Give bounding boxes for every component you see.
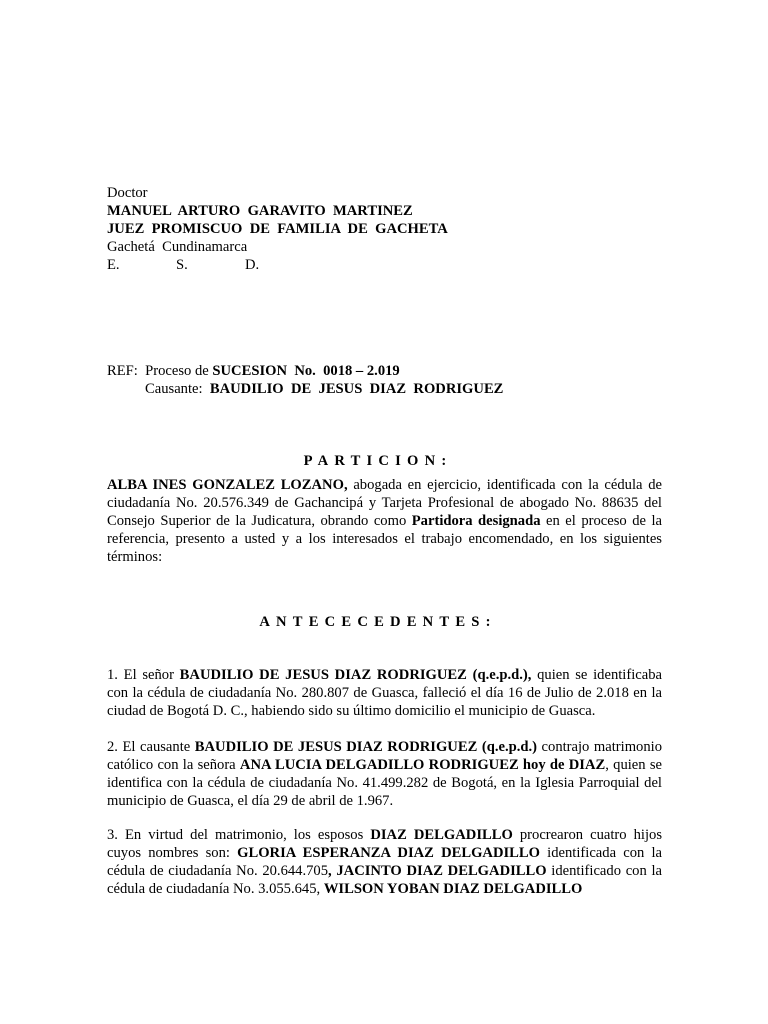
addressee-name: MANUEL ARTURO GARAVITO MARTINEZ bbox=[107, 203, 413, 219]
family-name: DIAZ DELGADILLO bbox=[370, 827, 513, 843]
process-number: SUCESION No. 0018 – 2.019 bbox=[212, 363, 400, 379]
paragraph-2-text-2: , quien se identifica con la cédula de ciudadanía No. 41.499.282 de Bogotá, en la Iglesia Parroquial del municipio de Guasca, el día 29 de abril de 1.967. bbox=[107, 757, 662, 809]
partitioner-role: Partidora designada bbox=[411, 513, 541, 529]
paragraph-1 bbox=[107, 666, 662, 720]
addressee-position: JUEZ PROMISCUO DE FAMILIA DE GACHETA bbox=[107, 221, 448, 237]
partition-title: PARTICION: bbox=[303, 453, 453, 469]
paragraph-1-prefix: 1. El señor bbox=[107, 667, 180, 683]
child-3-name: WILSON YOBAN DIAZ DELGADILLO bbox=[323, 881, 583, 897]
addressee-title: Doctor bbox=[107, 185, 148, 201]
cause-line bbox=[145, 380, 503, 398]
paragraph-3-prefix: 3. En virtud del matrimonio, los esposos bbox=[107, 827, 371, 843]
intro-text-1: abogada en ejercicio, identificada con la cédula de ciudadanía No. 20.576.349 de Gachancipá y Tarjeta Profesional de abogado No. 88635 del Consejo Superior de la Judicatura, obrando como bbox=[107, 477, 663, 529]
paragraph-3 bbox=[107, 826, 662, 898]
esd-d: D. bbox=[245, 257, 260, 273]
paragraph-3-text-1: procrearon cuatro hijos cuyos nombres son: bbox=[107, 827, 663, 861]
antecedents-title: ANTECECEDENTES: bbox=[259, 614, 497, 630]
paragraph-2-text-1: contrajo matrimonio católico con la señora bbox=[107, 739, 662, 773]
cause-name: BAUDILIO DE JESUS DIAZ RODRIGUEZ bbox=[209, 381, 504, 397]
paragraph-1-text: quien se identificaba con la cédula de ciudadanía No. 280.807 de Guasca, falleció el día 16 de Julio de 2.018 en la ciudad de Bogotá D. C., habiendo sido su último domicilio el municipio de Guasca. bbox=[107, 667, 663, 719]
child-2-name: , JACINTO DIAZ DELGADILLO bbox=[328, 863, 547, 879]
esd-s: S. bbox=[176, 257, 188, 273]
deceased-name: BAUDILIO DE JESUS DIAZ RODRIGUEZ (q.e.p.d.), bbox=[179, 667, 532, 683]
spouse-name: ANA LUCIA DELGADILLO RODRIGUEZ hoy de DIAZ bbox=[239, 757, 606, 773]
reference-line bbox=[107, 362, 400, 380]
paragraph-3-text-2: identificada con la cédula de ciudadanía No. 20.644.705 bbox=[107, 845, 662, 879]
paragraph-2-prefix: 2. El causante bbox=[107, 739, 195, 755]
intro-text-2: en el proceso de la referencia, presento a usted y a los interesados el trabajo encomendado, en los siguientes términos: bbox=[107, 513, 663, 565]
addressee-city: Gachetá Cundinamarca bbox=[107, 239, 248, 255]
partitioner-name: ALBA INES GONZALEZ LOZANO, bbox=[107, 477, 348, 493]
intro-paragraph bbox=[107, 476, 662, 566]
reference-label: REF: Proceso de bbox=[107, 363, 213, 379]
cause-label: Causante: bbox=[145, 381, 210, 397]
child-1-name: GLORIA ESPERANZA DIAZ DELGADILLO bbox=[237, 845, 541, 861]
esd-e: E. bbox=[107, 257, 120, 273]
paragraph-2 bbox=[107, 738, 662, 810]
paragraph-3-text-3: identificado con la cédula de ciudadanía No. 3.055.645, bbox=[107, 863, 663, 897]
deceased-name-2: BAUDILIO DE JESUS DIAZ RODRIGUEZ (q.e.p.d.) bbox=[194, 739, 537, 755]
